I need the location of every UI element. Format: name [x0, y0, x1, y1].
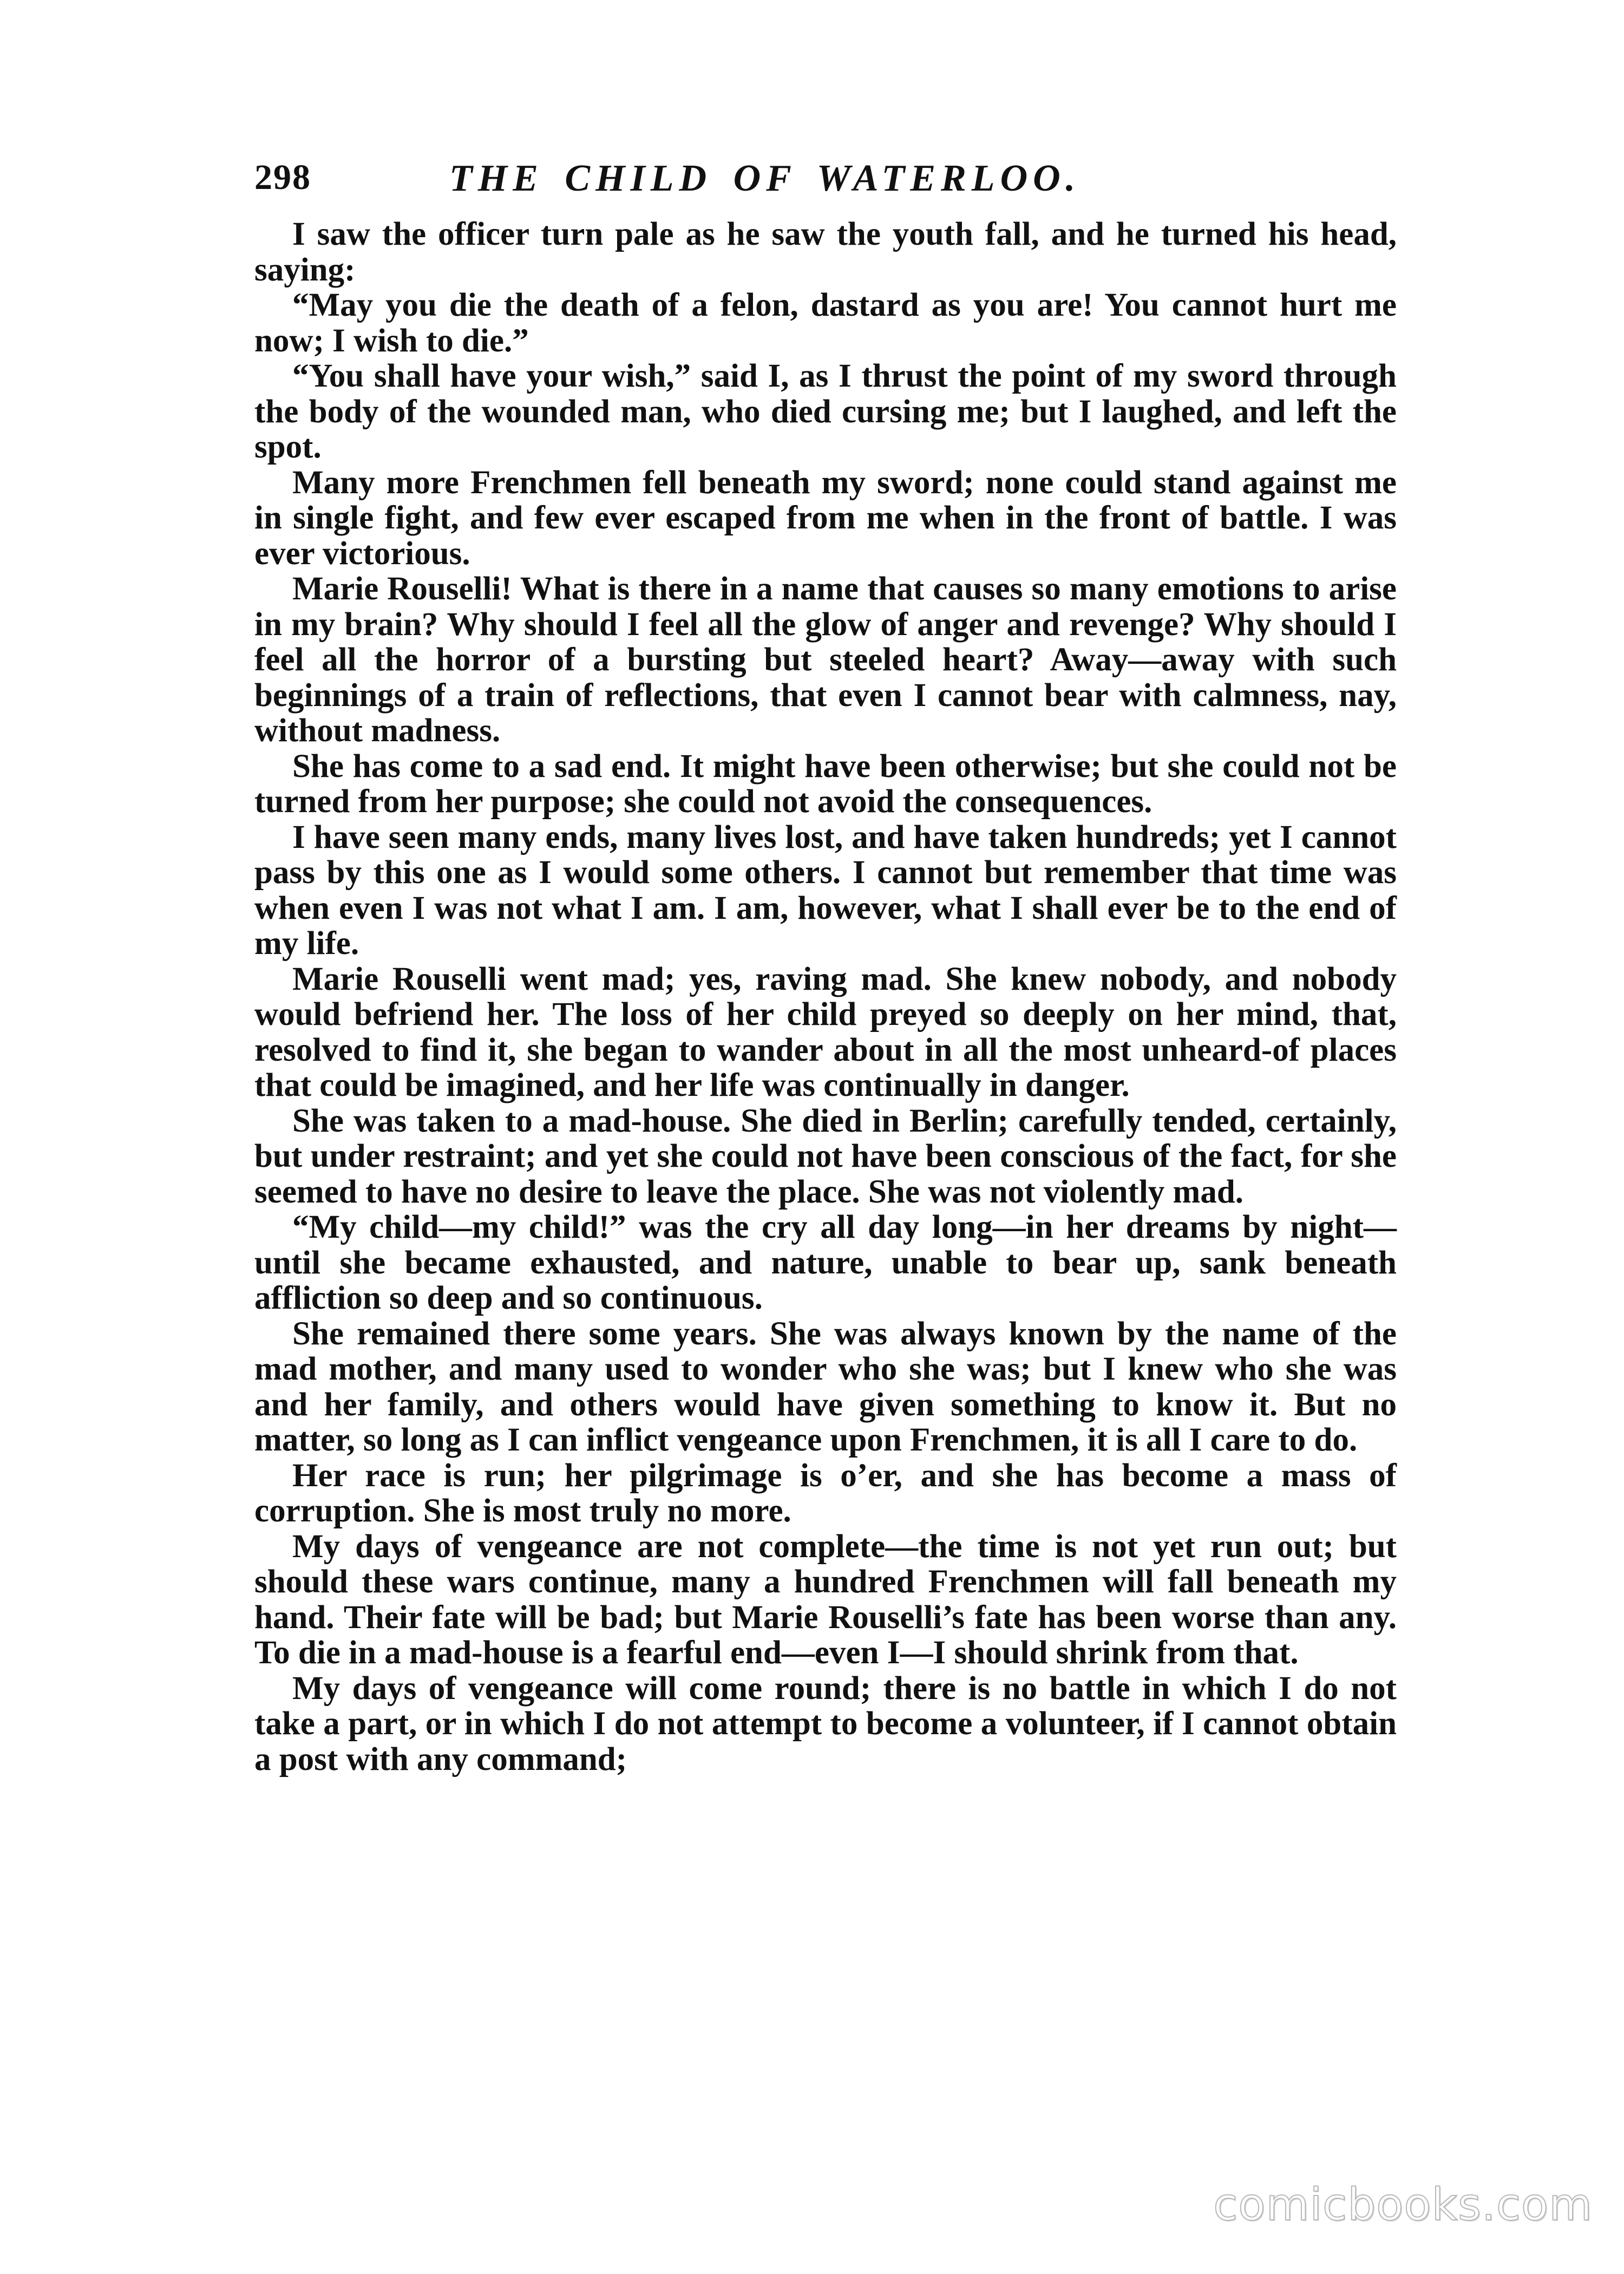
book-page — [254, 157, 1397, 1777]
paragraph: She has come to a sad end. It might have been otherwise; but she could not be turned from her purpose; she could not avoid the consequences. — [254, 748, 1397, 820]
paragraph: “You shall have your wish,” said I, as I thrust the point of my sword through the body of the wounded man, who died cursing me; but I laughed, and left the spot. — [254, 358, 1397, 465]
page-header — [254, 157, 1397, 217]
paragraph: She was taken to a mad-house. She died in Berlin; carefully tended, certainly, but under restraint; and yet she could not have been conscious of the fact, for she seemed to have no desire to leave the place. She was not violently mad. — [254, 1102, 1397, 1210]
running-title: THE CHILD OF WATERLOO. — [449, 158, 1081, 199]
paragraph: Her race is run; her pilgrimage is o’er, and she has become a mass of corruption. She is most truly no more. — [254, 1457, 1397, 1529]
paragraph: I have seen many ends, many lives lost, and have taken hundreds; yet I cannot pass by this one as I would some others. I cannot but remember that time was when even I was not what I am. I am, however, what I shall ever be to the end of my life. — [254, 819, 1397, 962]
paragraph: Marie Rouselli went mad; yes, raving mad. She knew nobody, and nobody would befriend her. The loss of her child preyed so deeply on her mind, that, resolved to find it, she began to wander about in all the most unheard-of places that could be imagined, and her life was continually in danger. — [254, 960, 1397, 1103]
paragraph: “May you die the death of a felon, dastard as you are! You cannot hurt me now; I wish to die.” — [254, 287, 1397, 359]
paragraph: Marie Rouselli! What is there in a name that causes so many emotions to arise in my brain? Why should I feel all the glow of anger and revenge? Why should I feel all the horror of a bursting but steeled heart? Away—away with such beginnings of a train of reflections, that even I cannot bear with calmness, nay, without madness. — [254, 571, 1397, 749]
paragraph: “My child—my child!” was the cry all day long—in her dreams by night—until she became exhausted, and nature, unable to bear up, sank beneath affliction so deep and so continuous. — [254, 1209, 1397, 1316]
page-number: 298 — [254, 158, 311, 197]
watermark: comicbooks.com — [1213, 2179, 1593, 2231]
paragraph: My days of vengeance are not complete—the time is not yet run out; but should these wars continue, many a hundred Frenchmen will fall beneath my hand. Their fate will be bad; but Marie Rouselli’s fate has been worse than any. To die in a mad-house is a fearful end—even I—I should shrink from that. — [254, 1528, 1397, 1671]
paragraph: She remained there some years. She was always known by the name of the mad mother, and many used to wonder who she was; but I knew who she was and her family, and others would have given something to know it. But no matter, so long as I can inflict vengeance upon Frenchmen, it is all I care to do. — [254, 1315, 1397, 1458]
paragraph: My days of vengeance will come round; there is no battle in which I do not take a part, or in which I do not attempt to become a volunteer, if I cannot obtain a post with any command; — [254, 1670, 1397, 1778]
body-text — [254, 217, 1397, 1777]
paragraph: Many more Frenchmen fell beneath my sword; none could stand against me in single fight, and few ever escaped from me when in the front of battle. I was ever victorious. — [254, 464, 1397, 572]
paragraph: I saw the officer turn pale as he saw the youth fall, and he turned his head, saying: — [254, 216, 1397, 288]
